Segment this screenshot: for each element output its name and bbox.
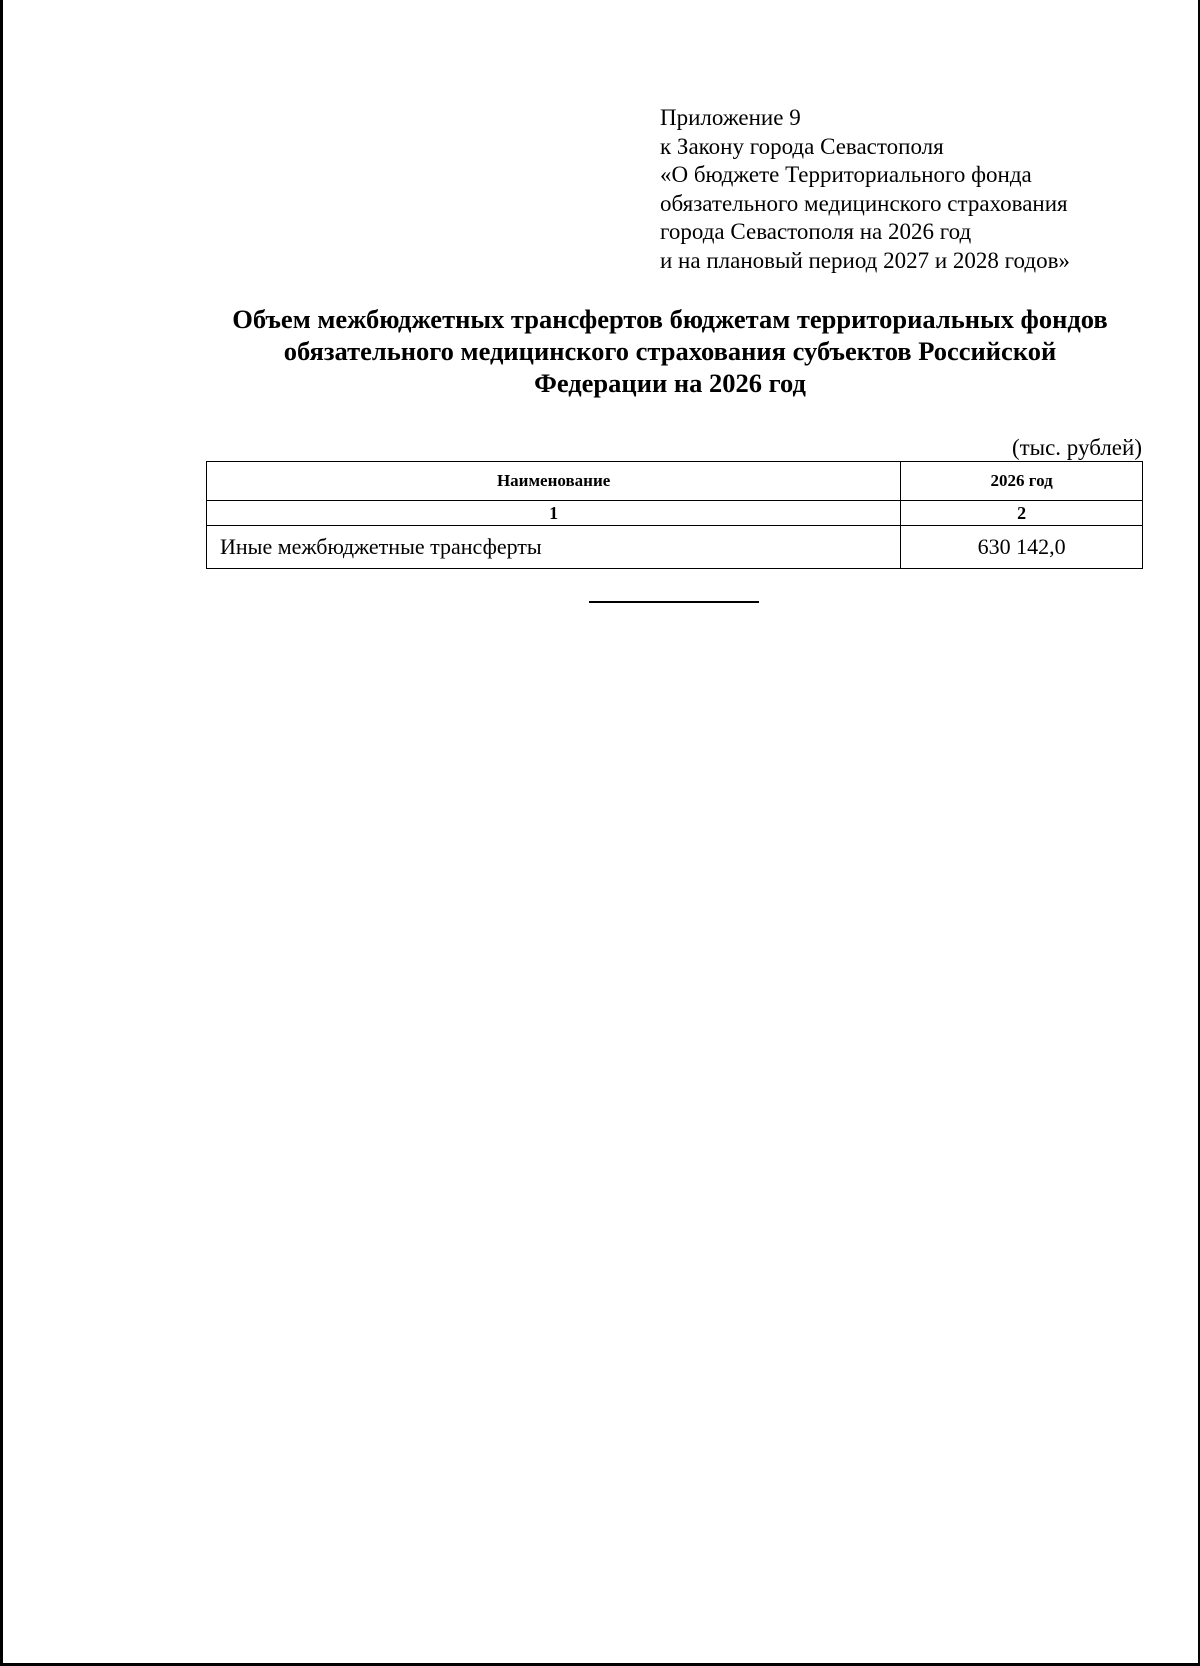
header-name: Наименование xyxy=(207,462,901,501)
annex-line: Приложение 9 xyxy=(660,105,801,130)
annex-line: обязательного медицинского страхования xyxy=(660,190,1068,216)
title-line: Объем межбюджетных трансфертов бюджетам территориальных фондов xyxy=(232,304,1108,334)
budget-table xyxy=(206,461,1143,569)
title-line: Федерации на 2026 год xyxy=(534,368,806,398)
header-year: 2026 год xyxy=(901,462,1143,501)
annex-line: и на плановый период 2027 и 2028 годов» xyxy=(660,247,1070,273)
document-title xyxy=(190,303,1150,399)
row-name: Иные межбюджетные трансферты xyxy=(207,526,901,569)
annex-header xyxy=(660,104,1070,275)
table-row xyxy=(207,526,1143,569)
annex-line: города Севастополя на 2026 год xyxy=(660,219,972,244)
page-border-left xyxy=(0,0,3,1666)
units-note: (тыс. рублей) xyxy=(1011,435,1142,460)
end-rule xyxy=(589,601,759,603)
row-value: 630 142,0 xyxy=(901,526,1143,569)
column-number-row xyxy=(207,501,1143,526)
title-line: обязательного медицинского страхования субъектов Российской xyxy=(283,336,1057,366)
column-number: 1 xyxy=(207,501,901,526)
column-number: 2 xyxy=(901,501,1143,526)
annex-line: «О бюджете Территориального фонда xyxy=(660,162,1032,187)
table-header-row xyxy=(207,462,1143,501)
annex-line: к Закону города Севастополя xyxy=(660,133,944,159)
